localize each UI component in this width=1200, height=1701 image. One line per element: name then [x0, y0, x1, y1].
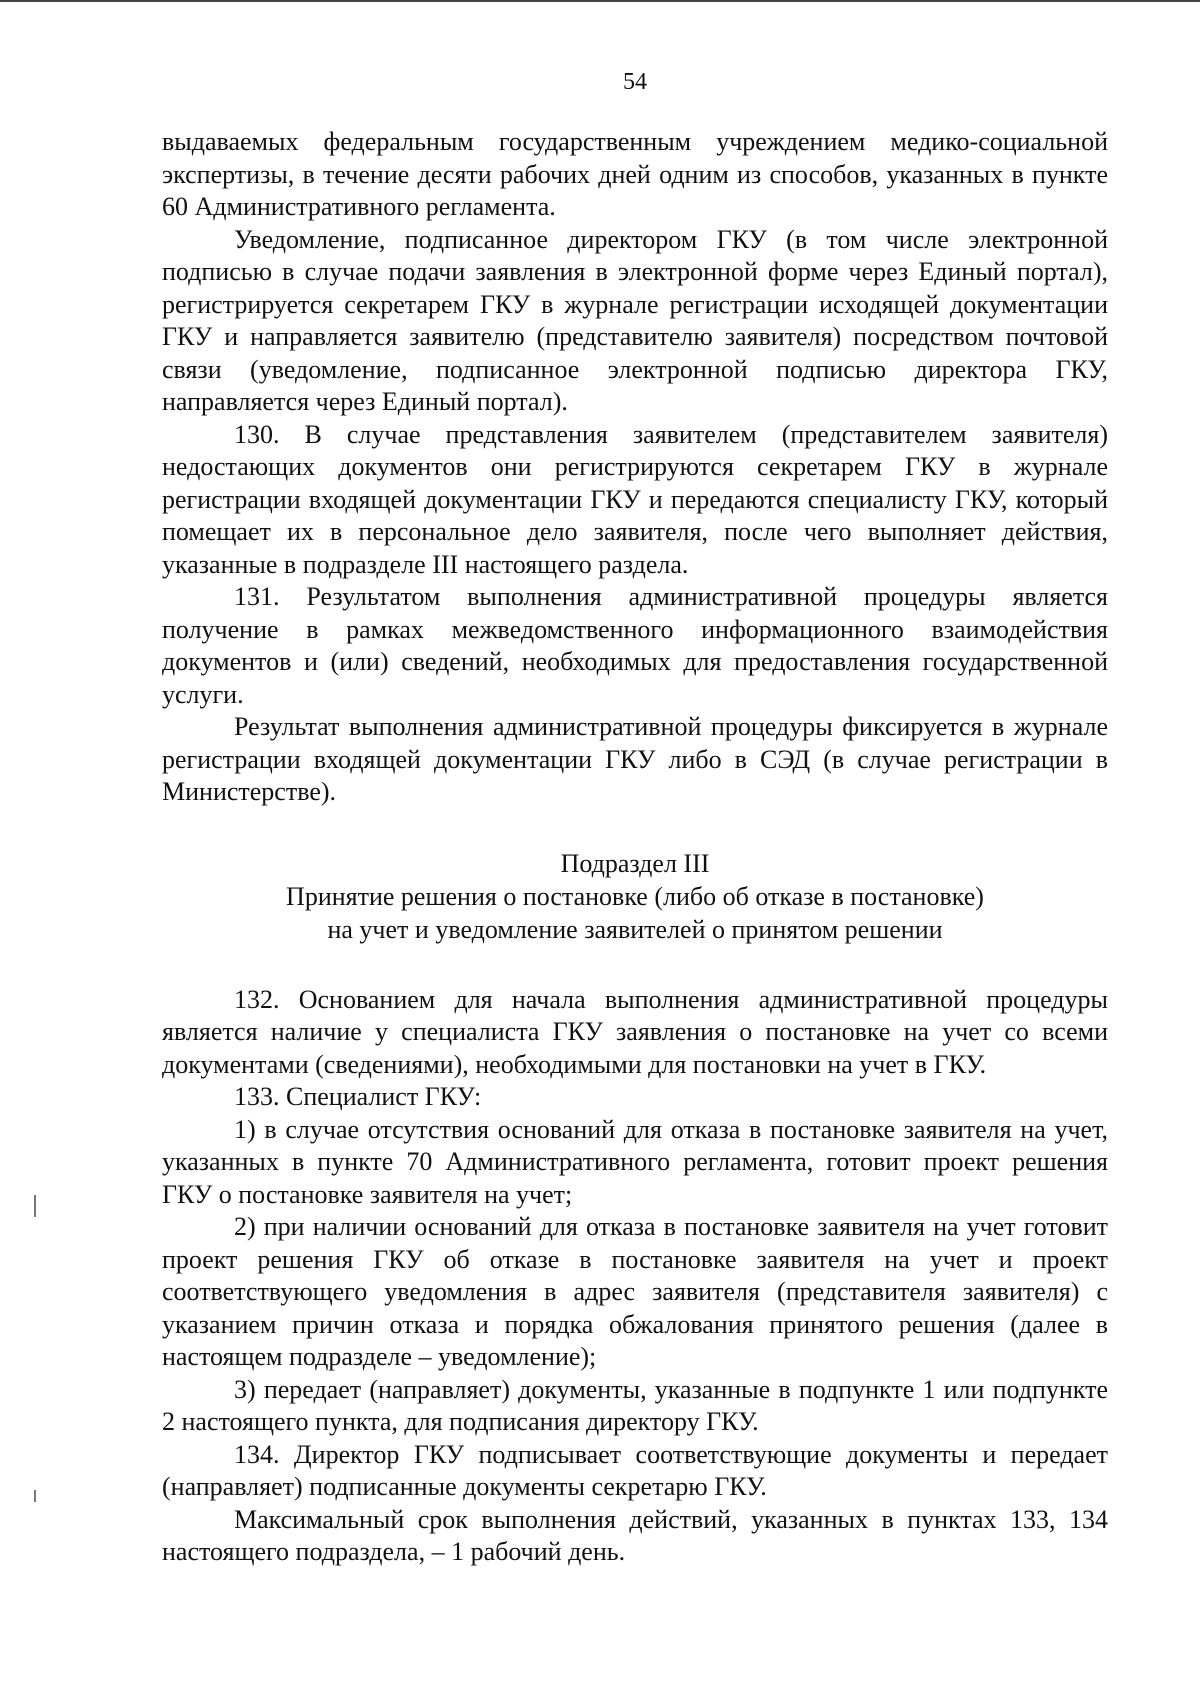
list-item: 2) при наличии оснований для отказа в постановке заявителя на учет готовит проект решения ГКУ об отказе в постановке заявителя на учет и проект соответствующего уведомления в адрес заявителя (представителя заявителя) с указанием причин отказа и порядка обжалования принятого решения (далее в настоящем подразделе – уведомление); [162, 1212, 1108, 1371]
paragraph: 132. Основанием для начала выполнения административной процедуры является наличие у специалиста ГКУ заявления о постановке на учет со всеми документами (сведениями), необходимыми для постановки на учет в ГКУ. [162, 984, 1108, 1079]
scan-edge-mark [34, 1195, 36, 1217]
paragraph: 134. Директор ГКУ подписывает соответствующие документы и передает (направляет) подписанные документы секретарю ГКУ. [162, 1439, 1108, 1501]
section-heading [162, 847, 1108, 946]
list-item: 3) передает (направляет) документы, указанные в подпункте 1 или подпункте 2 настоящего пункта, для подписания директору ГКУ. [162, 1374, 1108, 1436]
paragraph: Результат выполнения административной процедуры фиксируется в журнале регистрации входящей документации ГКУ либо в СЭД (в случае регистрации в Министерстве). [162, 712, 1108, 806]
paragraph: Максимальный срок выполнения действий, указанных в пунктах 133, 134 настоящего подраздела, – 1 рабочий день. [162, 1504, 1108, 1566]
paragraph: 133. Специалист ГКУ: [234, 1082, 482, 1111]
page-number: 54 [623, 69, 647, 95]
subsection-number: Подраздел III [560, 848, 710, 878]
list-item: 1) в случае отсутствия оснований для отказа в постановке заявителя на учет, указанных в пункте 70 Административного регламента, готовит проект решения ГКУ о постановке заявителя на учет; [162, 1114, 1108, 1209]
paragraph: выдаваемых федеральным государственным учреждением медико-социальной экспертизы, в течение десяти рабочих дней одним из способов, указанных в пункте 60 Административного регламента. [162, 127, 1108, 221]
scan-edge-mark [34, 1490, 36, 1502]
paragraph: 131. Результатом выполнения административной процедуры является получение в рамках межведомственного информационного взаимодействия документов и (или) сведений, необходимых для предоставления государственной услуги. [162, 582, 1108, 709]
top-border [0, 0, 1200, 2]
subsection-title: Принятие решения о постановке (либо об отказе в постановке) [286, 881, 984, 911]
document-body [162, 126, 1108, 1569]
paragraph: 130. В случае представления заявителем (представителем заявителя) недостающих документов они регистрируются секретарем ГКУ в журнале регистрации входящей документации ГКУ и передаются специалисту ГКУ, который помещает их в персональное дело заявителя, после чего выполняет действия, указанные в подразделе III настоящего раздела. [162, 419, 1108, 579]
subsection-title-continued: на учет и уведомление заявителей о принятом решении [327, 914, 943, 944]
paragraph: Уведомление, подписанное директором ГКУ (в том числе электронной подписью в случае подачи заявления в электронной форме через Единый портал), регистрируется секретарем ГКУ в журнале регистрации исходящей документации ГКУ и направляется заявителю (представителю заявителя) посредством почтовой связи (уведомление, подписанное электронной подписью директора ГКУ, направляется через Единый портал). [162, 224, 1108, 416]
